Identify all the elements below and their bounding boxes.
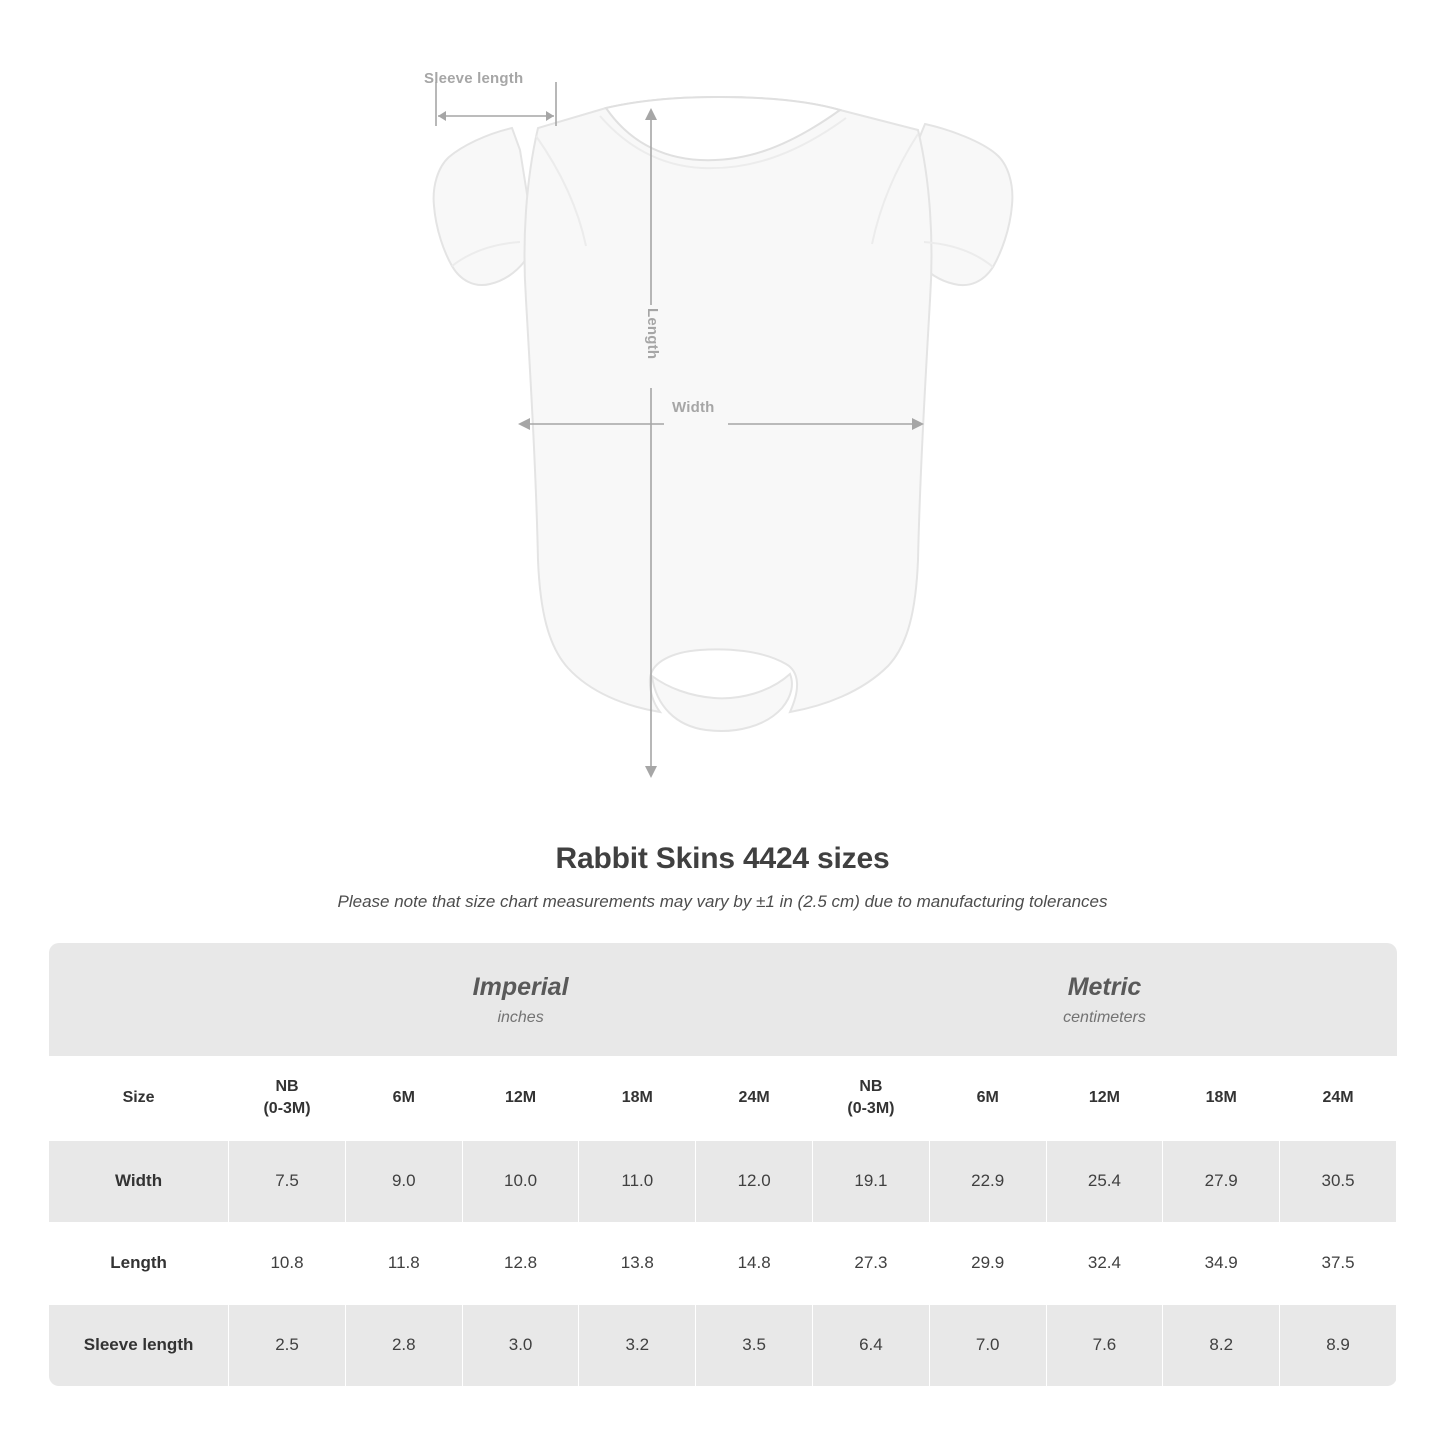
header-col-nb-metric: NB (0-3M) [813,1056,930,1140]
size-table-wrapper [48,943,1397,1387]
cell-sleeve-12m-cm: 7.6 [1046,1304,1163,1386]
group-header-blank [49,943,229,1056]
header-col-nb-imperial: NB (0-3M) [229,1056,346,1140]
sleeve-length-measure-label: Sleeve length [424,70,524,87]
cell-length-12m-cm: 32.4 [1046,1222,1163,1304]
cell-length-24m-in: 14.8 [696,1222,813,1304]
header-col-12m-imperial: 12M [462,1056,579,1140]
cell-width-nb-cm: 19.1 [813,1140,930,1222]
table-group-header-row [49,943,1397,1056]
cell-sleeve-18m-cm: 8.2 [1163,1304,1280,1386]
header-col-6m-metric: 6M [929,1056,1046,1140]
cell-width-18m-in: 11.0 [579,1140,696,1222]
cell-width-24m-cm: 30.5 [1280,1140,1397,1222]
header-size: Size [49,1056,229,1140]
group-header-metric: Metric centimeters [813,943,1397,1056]
table-row [49,1140,1397,1222]
length-measure-label: Length [644,308,661,360]
cell-width-6m-cm: 22.9 [929,1140,1046,1222]
cell-length-18m-cm: 34.9 [1163,1222,1280,1304]
header-col-6m-imperial: 6M [345,1056,462,1140]
header-col-24m-metric: 24M [1280,1056,1397,1140]
header-col-24m-imperial: 24M [696,1056,813,1140]
cell-width-nb-in: 7.5 [229,1140,346,1222]
row-label-width: Width [49,1140,229,1222]
cell-length-6m-in: 11.8 [345,1222,462,1304]
size-table [48,943,1397,1387]
cell-sleeve-nb-cm: 6.4 [813,1304,930,1386]
chart-heading-block [0,842,1445,912]
row-label-sleeve-length: Sleeve length [49,1304,229,1386]
cell-width-12m-cm: 25.4 [1046,1140,1163,1222]
header-col-12m-metric: 12M [1046,1056,1163,1140]
cell-length-12m-in: 12.8 [462,1222,579,1304]
width-measure-label: Width [672,399,715,416]
cell-sleeve-12m-in: 3.0 [462,1304,579,1386]
cell-length-nb-cm: 27.3 [813,1222,930,1304]
cell-length-18m-in: 13.8 [579,1222,696,1304]
row-label-length: Length [49,1222,229,1304]
cell-sleeve-24m-cm: 8.9 [1280,1304,1397,1386]
cell-length-6m-cm: 29.9 [929,1222,1046,1304]
header-col-18m-metric: 18M [1163,1056,1280,1140]
table-row [49,1222,1397,1304]
cell-sleeve-6m-cm: 7.0 [929,1304,1046,1386]
cell-width-24m-in: 12.0 [696,1140,813,1222]
cell-width-6m-in: 9.0 [345,1140,462,1222]
group-header-imperial: Imperial inches [229,943,813,1056]
page-title: Rabbit Skins 4424 sizes [555,842,890,875]
table-header-row [49,1056,1397,1140]
cell-sleeve-24m-in: 3.5 [696,1304,813,1386]
header-col-18m-imperial: 18M [579,1056,696,1140]
cell-length-nb-in: 10.8 [229,1222,346,1304]
cell-length-24m-cm: 37.5 [1280,1222,1397,1304]
cell-sleeve-nb-in: 2.5 [229,1304,346,1386]
tolerance-note: Please note that size chart measurements may vary by ±1 in (2.5 cm) due to manufacturing tolerances [337,892,1108,911]
cell-sleeve-6m-in: 2.8 [345,1304,462,1386]
cell-width-12m-in: 10.0 [462,1140,579,1222]
cell-sleeve-18m-in: 3.2 [579,1304,696,1386]
table-row [49,1304,1397,1386]
cell-width-18m-cm: 27.9 [1163,1140,1280,1222]
